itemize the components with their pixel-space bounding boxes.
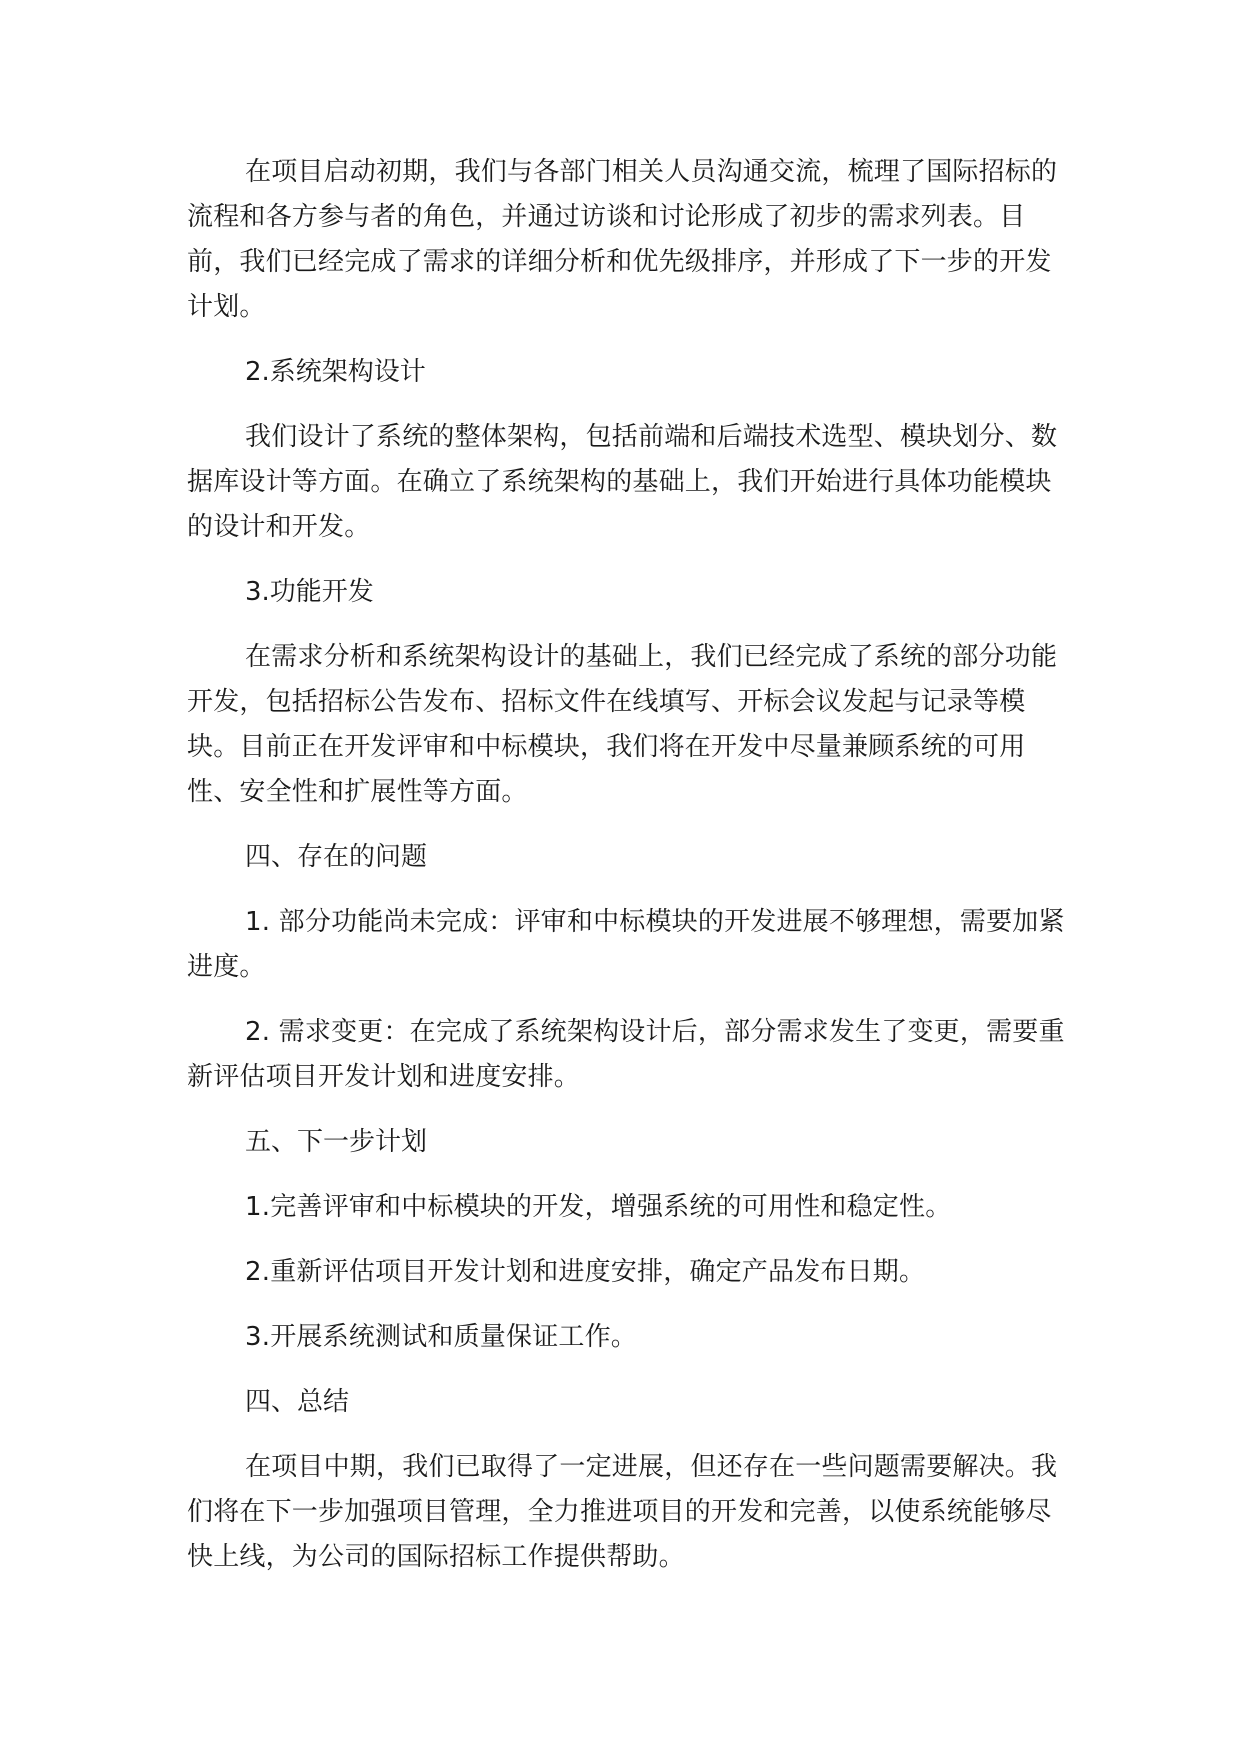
heading-architecture-design: 2.系统架构设计 (245, 357, 426, 387)
document-body (187, 150, 1067, 1600)
paragraph-problem-2: 2. 需求变更：在完成了系统架构设计后，部分需求发生了变更，需要重新评估项目开发计划和进度安排。 (187, 1017, 1065, 1092)
paragraph-architecture: 我们设计了系统的整体架构，包括前端和后端技术选型、模块划分、数据库设计等方面。在确立了系统架构的基础上，我们开始进行具体功能模块的设计和开发。 (187, 422, 1058, 542)
paragraph-next-step-1: 1.完善评审和中标模块的开发，增强系统的可用性和稳定性。 (245, 1192, 952, 1222)
heading-next-steps: 五、下一步计划 (245, 1127, 428, 1157)
paragraph-requirements-intro: 在项目启动初期，我们与各部门相关人员沟通交流，梳理了国际招标的流程和各方参与者的角色，并通过访谈和讨论形成了初步的需求列表。目前，我们已经完成了需求的详细分析和优先级排序，并形成了下一步的开发计划。 (187, 157, 1058, 322)
paragraph-summary: 在项目中期，我们已取得了一定进展，但还存在一些问题需要解决。我们将在下一步加强项目管理，全力推进项目的开发和完善，以使系统能够尽快上线，为公司的国际招标工作提供帮助。 (187, 1452, 1058, 1572)
heading-existing-problems: 四、存在的问题 (245, 842, 428, 872)
heading-summary: 四、总结 (245, 1387, 350, 1417)
paragraph-problem-1: 1. 部分功能尚未完成：评审和中标模块的开发进展不够理想，需要加紧进度。 (187, 907, 1065, 982)
paragraph-next-step-3: 3.开展系统测试和质量保证工作。 (245, 1322, 638, 1352)
paragraph-next-step-2: 2.重新评估项目开发计划和进度安排，确定产品发布日期。 (245, 1257, 926, 1287)
paragraph-feature-development: 在需求分析和系统架构设计的基础上，我们已经完成了系统的部分功能开发，包括招标公告发布、招标文件在线填写、开标会议发起与记录等模块。目前正在开发评审和中标模块，我们将在开发中尽量兼顾系统的可用性、安全性和扩展性等方面。 (187, 642, 1058, 807)
heading-feature-development: 3.功能开发 (245, 577, 374, 607)
